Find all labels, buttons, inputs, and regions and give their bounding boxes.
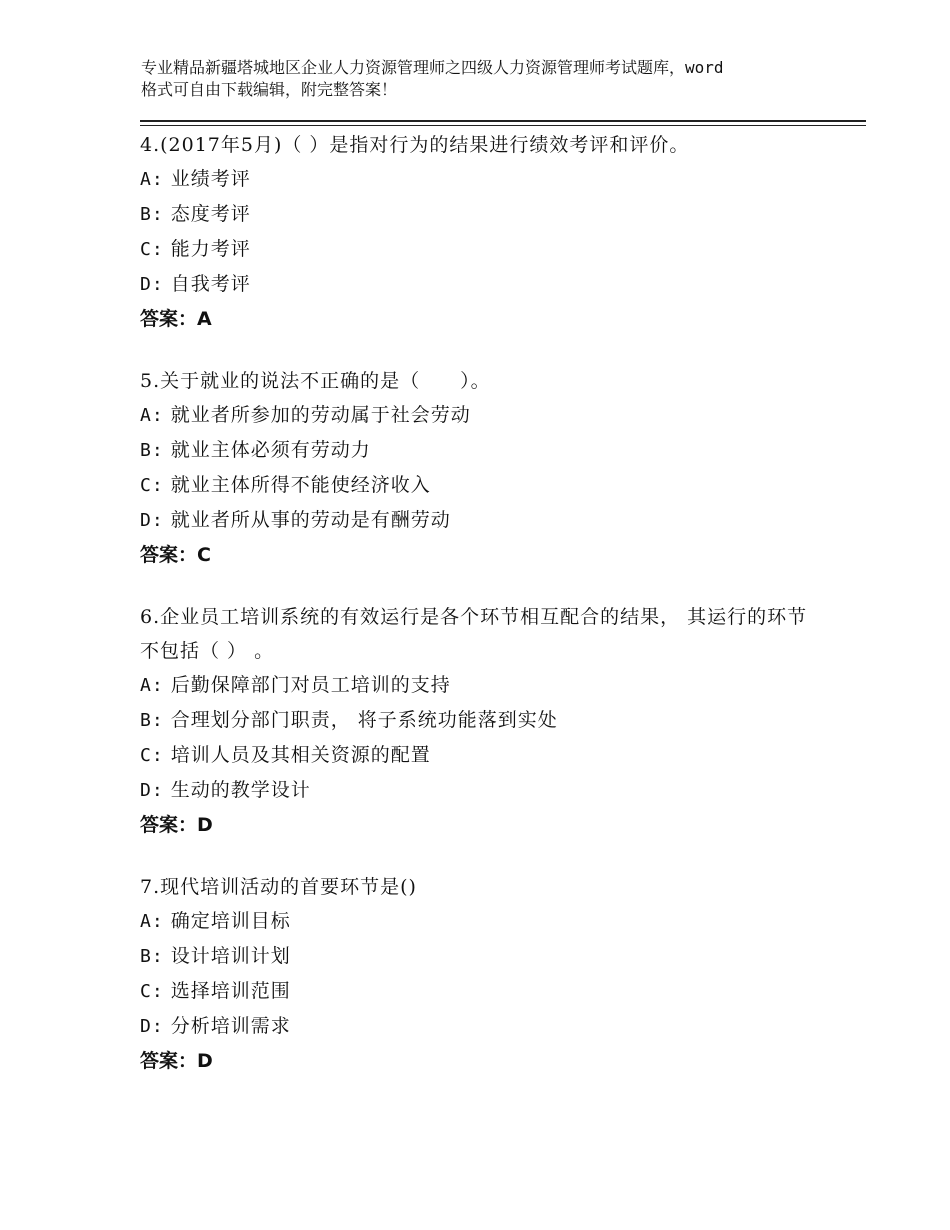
option-d <box>140 773 820 808</box>
option-d <box>140 1009 820 1044</box>
option-b <box>140 939 820 974</box>
answer-line: 答案：D <box>140 1050 213 1072</box>
option-letter: C: <box>140 981 164 1002</box>
question-text: 5.关于就业的说法不正确的是（ ）。 <box>140 370 491 392</box>
option-text: 自我考评 <box>170 273 251 295</box>
question-7 <box>140 870 820 1078</box>
option-letter: D: <box>140 510 164 531</box>
option-text: 就业主体所得不能使经济收入 <box>170 474 431 496</box>
option-letter: B: <box>140 204 164 225</box>
option-a <box>140 398 820 433</box>
option-text: 合理划分部门职责， 将子系统功能落到实处 <box>170 709 558 731</box>
question-text: 7.现代培训活动的首要环节是() <box>140 876 417 898</box>
question-5 <box>140 364 820 572</box>
option-letter: A: <box>140 405 164 426</box>
option-c <box>140 468 820 503</box>
header-line-2: 格式可自由下载编辑，附完整答案！ <box>141 80 398 99</box>
option-letter: A: <box>140 911 164 932</box>
option-text: 分析培训需求 <box>170 1015 291 1037</box>
option-letter: B: <box>140 710 164 731</box>
answer-line: 答案：D <box>140 814 213 836</box>
option-text: 生动的教学设计 <box>170 779 311 801</box>
option-letter: B: <box>140 946 164 967</box>
option-b <box>140 433 820 468</box>
header-line-1: 专业精品新疆塔城地区企业人力资源管理师之四级人力资源管理师考试题库，word <box>141 58 724 77</box>
option-d <box>140 503 820 538</box>
option-b <box>140 703 820 738</box>
option-text: 设计培训计划 <box>170 945 291 967</box>
option-text: 就业者所从事的劳动是有酬劳动 <box>170 509 451 531</box>
question-4 <box>140 128 820 336</box>
option-letter: A: <box>140 675 164 696</box>
option-text: 选择培训范围 <box>170 980 291 1002</box>
option-text: 能力考评 <box>170 238 251 260</box>
option-text: 态度考评 <box>170 203 251 225</box>
option-letter: C: <box>140 475 164 496</box>
option-letter: D: <box>140 274 164 295</box>
option-c <box>140 738 820 773</box>
option-a <box>140 904 820 939</box>
document-header <box>141 57 831 101</box>
option-text: 确定培训目标 <box>170 910 291 932</box>
option-b <box>140 197 820 232</box>
option-c <box>140 974 820 1009</box>
question-text: 6.企业员工培训系统的有效运行是各个环节相互配合的结果， 其运行的环节不包括（ ） 。 <box>140 606 808 662</box>
question-list <box>140 128 820 1106</box>
option-letter: D: <box>140 1016 164 1037</box>
option-letter: A: <box>140 169 164 190</box>
question-text: 4.(2017年5月)（ ）是指对行为的结果进行绩效考评和评价。 <box>140 134 690 156</box>
option-letter: B: <box>140 440 164 461</box>
header-divider-thin <box>140 125 866 126</box>
option-d <box>140 267 820 302</box>
option-a <box>140 162 820 197</box>
option-text: 后勤保障部门对员工培训的支持 <box>170 674 451 696</box>
option-text: 业绩考评 <box>170 168 251 190</box>
answer-line: 答案：C <box>140 544 211 566</box>
option-text: 就业主体必须有劳动力 <box>170 439 371 461</box>
option-c <box>140 232 820 267</box>
option-a <box>140 668 820 703</box>
option-text: 就业者所参加的劳动属于社会劳动 <box>170 404 471 426</box>
option-text: 培训人员及其相关资源的配置 <box>170 744 431 766</box>
option-letter: C: <box>140 745 164 766</box>
question-6 <box>140 600 820 842</box>
option-letter: C: <box>140 239 164 260</box>
option-letter: D: <box>140 780 164 801</box>
answer-line: 答案：A <box>140 308 212 330</box>
header-divider-thick <box>140 120 866 122</box>
